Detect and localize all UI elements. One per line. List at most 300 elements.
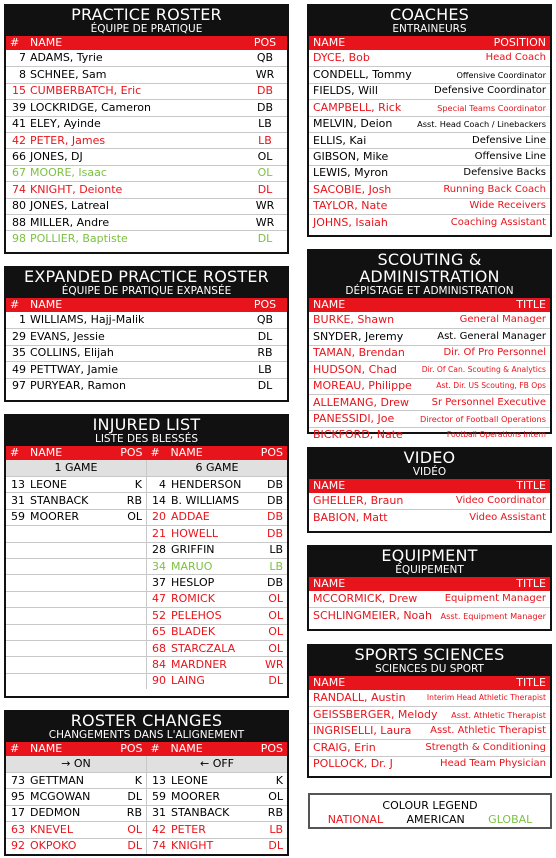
player-position: DB — [266, 477, 283, 491]
col-pos: POS — [120, 446, 143, 459]
player-name: PETTWAY, Jamie — [30, 362, 119, 376]
list-row — [147, 624, 287, 640]
col-pos: POS — [253, 298, 277, 311]
player-number: 37 — [152, 576, 166, 590]
legend-title: COLOUR LEGEND — [382, 799, 478, 812]
empty-row — [6, 542, 146, 558]
staff-row — [309, 198, 550, 214]
player-name: STARCZALA — [171, 641, 236, 655]
col-name: NAME — [313, 298, 346, 311]
empty-row — [6, 574, 146, 590]
player-name: WILLIAMS, Hajj-Malik — [30, 313, 145, 327]
player-position: RB — [126, 494, 142, 508]
col-name: NAME — [30, 298, 63, 311]
staff-row — [309, 66, 550, 82]
player-position: LB — [258, 117, 272, 131]
staff-title: Offensive Line — [474, 151, 546, 163]
staff-row — [309, 328, 550, 344]
staff-title: Defensive Coordinator — [434, 85, 546, 97]
staff-title: Equipment Manager — [444, 593, 546, 605]
coaches-header — [309, 6, 550, 36]
list-row — [147, 821, 287, 837]
sports-sciences-header — [309, 646, 550, 676]
list-row — [147, 805, 287, 821]
player-name: OKPOKO — [30, 839, 77, 853]
player-number: 39 — [12, 100, 26, 114]
player-number: 47 — [152, 592, 166, 606]
staff-title: Football Operations Intern — [446, 430, 546, 440]
roster-changes-header — [6, 712, 287, 742]
staff-row — [309, 312, 550, 328]
staff-title: Interim Head Athletic Therapist — [426, 693, 546, 703]
staff-name: BURKE, Shawn — [313, 313, 395, 327]
staff-row — [309, 739, 550, 755]
roster-row — [6, 230, 287, 246]
player-number: 84 — [152, 658, 166, 671]
staff-title: General Manager — [459, 314, 546, 326]
col-title: TITLE — [516, 676, 546, 689]
player-number: 1 — [19, 313, 26, 327]
player-number: 92 — [11, 839, 25, 853]
staff-name: CONDELL, Tommy — [313, 68, 412, 82]
staff-row — [309, 116, 550, 132]
player-number: 74 — [12, 182, 26, 196]
player-name: HOWELL — [171, 526, 219, 540]
col-number: # — [10, 742, 20, 755]
col-title: TITLE — [516, 479, 546, 492]
player-position: DB — [256, 84, 274, 98]
col-name: NAME — [30, 742, 63, 755]
injured-list-panel — [4, 414, 289, 698]
player-position: OL — [257, 166, 273, 180]
col-title: TITLE — [516, 298, 546, 311]
off-subheader: ← OFF — [147, 756, 287, 772]
player-number: 59 — [152, 790, 166, 804]
player-number: 59 — [11, 510, 25, 524]
player-number: 95 — [11, 790, 25, 804]
list-row — [147, 640, 287, 656]
injured-one-game-column — [6, 460, 146, 689]
staff-title: Sr Personnel Executive — [431, 396, 546, 408]
staff-name: HUDSON, Chad — [313, 362, 398, 376]
player-name: GRIFFIN — [171, 543, 215, 557]
staff-title: Director of Football Operations — [419, 414, 546, 425]
roster-off-column — [146, 756, 287, 854]
player-position: WR — [255, 215, 275, 229]
staff-title: Asst. Equipment Manager — [440, 611, 546, 622]
staff-title: Special Teams Coordinator — [437, 102, 546, 113]
list-row — [6, 509, 146, 525]
player-position: OL — [268, 790, 283, 804]
staff-name: SCHLINGMEIER, Noah — [313, 609, 433, 623]
staff-name: JOHNS, Isaiah — [313, 215, 388, 229]
col-name: NAME — [170, 446, 203, 459]
player-name: STANBACK — [171, 806, 230, 820]
col-pos: POS — [253, 36, 277, 49]
player-number: 98 — [12, 232, 26, 245]
roster-changes-body — [6, 756, 287, 854]
player-number: 15 — [12, 84, 26, 98]
staff-name: SNYDER, Jeremy — [313, 330, 404, 344]
staff-title: Head Coach — [485, 52, 546, 64]
staff-title: Ast. Dir. US Scouting, FB Ops — [436, 381, 546, 391]
list-row — [147, 591, 287, 607]
player-position: DB — [256, 100, 274, 114]
practice-roster-title: PRACTICE ROSTER — [71, 5, 222, 24]
player-position: LB — [269, 543, 283, 557]
sports-sciences-panel — [307, 644, 552, 778]
player-number: 65 — [152, 625, 166, 639]
player-position: DB — [266, 576, 283, 590]
player-position: WR — [255, 68, 275, 82]
player-number: 42 — [12, 133, 26, 147]
player-position: K — [134, 477, 142, 491]
video-rows — [309, 493, 550, 526]
list-row — [147, 542, 287, 558]
player-number: 63 — [11, 822, 25, 836]
injured-list-column-header — [6, 446, 287, 460]
col-position: POSITION — [493, 36, 546, 49]
roster-row — [6, 116, 287, 132]
roster-row — [6, 132, 287, 148]
staff-title: Strength & Conditioning — [425, 741, 546, 753]
col-number: # — [150, 742, 160, 755]
player-name: PETER, James — [30, 133, 106, 147]
practice-roster-subtitle: ÉQUIPE DE PRATIQUE — [90, 23, 203, 35]
staff-name: TAYLOR, Nate — [313, 199, 388, 213]
staff-title: Ast. General Manager — [437, 331, 546, 343]
roster-changes-title: ROSTER CHANGES — [70, 711, 223, 730]
video-header — [309, 449, 550, 479]
expanded-roster-title: EXPANDED PRACTICE ROSTER — [24, 267, 269, 286]
player-name: KNIGHT — [171, 839, 214, 853]
player-name: LEONE — [171, 773, 208, 787]
player-position: K — [134, 773, 142, 787]
legend-american: AMERICAN — [406, 813, 465, 826]
player-name: B. WILLIAMS — [171, 494, 240, 508]
player-position: DL — [127, 839, 142, 853]
list-row — [147, 492, 287, 508]
player-position: DB — [266, 494, 283, 508]
staff-row — [309, 493, 550, 509]
roster-row — [6, 148, 287, 164]
staff-title: Asst. Athletic Therapist — [451, 710, 546, 721]
player-name: CUMBERBATCH, Eric — [30, 84, 142, 98]
player-position: QB — [256, 313, 274, 327]
coaches-subtitle: ENTRAINEURS — [392, 23, 467, 35]
player-position: DB — [266, 510, 283, 524]
player-number: 7 — [19, 51, 26, 65]
player-position: OL — [127, 510, 142, 524]
scouting-title: SCOUTING & ADMINISTRATION — [359, 250, 500, 286]
list-row — [147, 656, 287, 672]
coaches-rows — [309, 50, 550, 230]
roster-row — [6, 328, 287, 344]
expanded-roster-header — [6, 268, 287, 298]
list-row — [6, 492, 146, 508]
practice-roster-header — [6, 6, 287, 36]
sports-sciences-title: SPORTS SCIENCES — [354, 645, 505, 664]
video-column-header — [309, 479, 550, 493]
list-row — [6, 805, 146, 821]
col-name: NAME — [313, 577, 346, 590]
injured-six-game-column — [146, 460, 287, 689]
staff-name: LEWIS, Myron — [313, 166, 389, 180]
player-number: 49 — [12, 362, 26, 376]
staff-name: CAMPBELL, Rick — [313, 100, 402, 114]
col-pos: POS — [260, 742, 283, 755]
player-position: RB — [267, 806, 283, 820]
equipment-subtitle: ÉQUIPEMENT — [395, 564, 464, 576]
list-row — [147, 476, 287, 492]
player-name: ADAMS, Tyrie — [30, 51, 103, 65]
player-number: 21 — [152, 526, 166, 540]
player-number: 13 — [152, 773, 166, 787]
player-name: STANBACK — [30, 494, 89, 508]
player-name: ROMICK — [171, 592, 215, 606]
colour-legend — [308, 793, 552, 829]
video-panel — [307, 447, 552, 533]
player-position: OL — [268, 592, 283, 606]
staff-row — [309, 723, 550, 739]
player-number: 74 — [152, 839, 166, 853]
scouting-panel — [307, 249, 552, 442]
player-position: OL — [268, 608, 283, 622]
player-number: 41 — [12, 117, 26, 131]
player-number: 73 — [11, 773, 25, 787]
expanded-roster-subtitle: ÉQUIPE DE PRATIQUE EXPANSÉE — [61, 285, 232, 297]
player-name: PETER — [171, 822, 206, 836]
staff-row — [309, 83, 550, 99]
list-row — [147, 574, 287, 590]
player-name: ADDAE — [171, 510, 210, 524]
staff-row — [309, 427, 550, 443]
player-position: DL — [257, 182, 273, 196]
player-position: DL — [127, 790, 142, 804]
staff-title: Asst. Athletic Therapist — [430, 725, 546, 737]
player-number: 35 — [12, 346, 26, 360]
practice-roster-panel — [4, 4, 289, 254]
col-pos: POS — [120, 742, 143, 755]
staff-row — [309, 591, 550, 607]
player-name: MOORER — [171, 790, 221, 804]
staff-name: ALLEMANG, Drew — [313, 395, 410, 409]
empty-row — [6, 640, 146, 656]
player-position: WR — [265, 658, 284, 671]
player-name: MOORER — [30, 510, 80, 524]
injured-list-header — [6, 416, 287, 446]
scouting-header — [309, 251, 550, 298]
player-position: DB — [266, 526, 283, 540]
list-row — [147, 607, 287, 623]
roster-row — [6, 378, 287, 394]
player-number: 67 — [12, 166, 26, 180]
staff-name: BABION, Matt — [313, 511, 388, 525]
player-position: OL — [268, 625, 283, 639]
staff-name: GEISSBERGER, Melody — [313, 708, 438, 722]
staff-row — [309, 148, 550, 164]
player-number: 42 — [152, 822, 166, 836]
roster-row — [6, 165, 287, 181]
empty-row — [6, 673, 146, 689]
staff-row — [309, 394, 550, 410]
player-name: PURYEAR, Ramon — [30, 379, 127, 393]
player-number: 90 — [152, 674, 166, 688]
player-position: RB — [257, 346, 273, 360]
staff-row — [309, 378, 550, 394]
staff-name: DYCE, Bob — [313, 51, 370, 65]
list-row — [147, 772, 287, 788]
six-game-rows — [147, 476, 287, 689]
player-number: 31 — [152, 806, 166, 820]
roster-row — [6, 99, 287, 115]
sports-sciences-subtitle: SCIENCES DU SPORT — [375, 663, 484, 675]
list-row — [6, 788, 146, 804]
empty-row — [6, 558, 146, 574]
coaches-panel — [307, 4, 552, 237]
player-position: DL — [268, 674, 283, 688]
scouting-subtitle: DÉPISTAGE ET ADMINISTRATION — [345, 285, 514, 297]
player-position: LB — [269, 559, 283, 573]
staff-name: CRAIG, Erin — [313, 740, 376, 754]
player-name: COLLINS, Elijah — [30, 346, 114, 360]
player-position: DL — [257, 330, 273, 344]
six-game-subheader: 6 GAME — [147, 460, 287, 476]
list-row — [147, 509, 287, 525]
legend-global: GLOBAL — [488, 813, 533, 826]
staff-row — [309, 181, 550, 197]
player-name: HENDERSON — [171, 477, 242, 491]
player-name: ELEY, Ayinde — [30, 117, 101, 131]
staff-name: INGRISELLI, Laura — [313, 724, 412, 738]
roster-on-column — [6, 756, 146, 854]
player-number: 80 — [12, 199, 26, 213]
one-game-subheader: 1 GAME — [6, 460, 146, 476]
player-number: 28 — [152, 543, 166, 557]
staff-title: Running Back Coach — [443, 183, 546, 195]
player-name: MARDNER — [171, 658, 227, 671]
player-name: JONES, DJ — [30, 150, 83, 164]
list-row — [6, 821, 146, 837]
staff-name: MCCORMICK, Drew — [313, 592, 418, 606]
staff-title: Defensive Backs — [463, 167, 546, 179]
col-name: NAME — [313, 676, 346, 689]
empty-row — [6, 607, 146, 623]
equipment-rows — [309, 591, 550, 624]
expanded-roster-panel — [4, 266, 289, 402]
scouting-column-header — [309, 298, 550, 312]
equipment-column-header — [309, 577, 550, 591]
staff-row — [309, 756, 550, 772]
player-name: MILLER, Andre — [30, 215, 110, 229]
on-rows — [6, 772, 146, 854]
roster-row — [6, 198, 287, 214]
equipment-panel — [307, 545, 552, 631]
off-rows — [147, 772, 287, 854]
player-position: RB — [126, 806, 142, 820]
staff-row — [309, 345, 550, 361]
player-position: OL — [127, 822, 142, 836]
staff-title: Video Coordinator — [455, 495, 546, 507]
col-pos: POS — [260, 446, 283, 459]
injured-list-title: INJURED LIST — [92, 415, 201, 434]
player-number: 17 — [11, 806, 25, 820]
staff-row — [309, 50, 550, 66]
player-number: 66 — [12, 150, 26, 164]
col-name: NAME — [30, 36, 63, 49]
player-number: 88 — [12, 215, 26, 229]
staff-name: MOREAU, Philippe — [313, 379, 412, 393]
roster-row — [6, 345, 287, 361]
col-name: NAME — [313, 36, 346, 49]
video-title: VIDEO — [403, 448, 456, 467]
player-number: 68 — [152, 641, 166, 655]
sports-sciences-rows — [309, 690, 550, 772]
list-row — [6, 476, 146, 492]
player-name: SCHNEE, Sam — [30, 68, 107, 82]
on-subheader: → ON — [6, 756, 146, 772]
empty-row — [6, 624, 146, 640]
player-position: OL — [257, 150, 273, 164]
player-position: QB — [256, 51, 274, 65]
staff-name: GHELLER, Braun — [313, 494, 404, 508]
staff-title: Coaching Assistant — [450, 216, 546, 228]
roster-row — [6, 181, 287, 197]
player-name: MOORE, Isaac — [30, 166, 107, 180]
player-position: DL — [268, 839, 283, 853]
col-name: NAME — [170, 742, 203, 755]
expanded-roster-rows — [6, 312, 287, 394]
player-name: POLLIER, Baptiste — [30, 232, 128, 245]
player-position: WR — [255, 199, 275, 213]
roster-row — [6, 214, 287, 230]
roster-row — [6, 66, 287, 82]
list-row — [6, 838, 146, 854]
staff-name: PANESSIDI, Joe — [313, 412, 395, 426]
staff-row — [309, 690, 550, 706]
player-number: 20 — [152, 510, 166, 524]
staff-name: TAMAN, Brendan — [313, 346, 405, 360]
player-position: DL — [257, 379, 273, 393]
col-name: NAME — [313, 479, 346, 492]
empty-row — [6, 591, 146, 607]
player-name: PELEHOS — [171, 608, 222, 622]
staff-name: MELVIN, Deion — [313, 117, 393, 131]
player-name: KNIGHT, Deionte — [30, 182, 123, 196]
player-name: HESLOP — [171, 576, 215, 590]
coaches-title: COACHES — [389, 5, 470, 24]
staff-title: Wide Receivers — [469, 200, 546, 212]
player-number: 34 — [152, 559, 166, 573]
player-position: OL — [268, 641, 283, 655]
list-row — [147, 558, 287, 574]
player-position: LB — [258, 133, 272, 147]
player-name: BLADEK — [171, 625, 216, 639]
staff-title: Head Team Physician — [440, 758, 546, 770]
col-number: # — [150, 446, 160, 459]
staff-row — [309, 165, 550, 181]
player-name: LAING — [171, 674, 205, 688]
staff-row — [309, 99, 550, 115]
player-number: 13 — [11, 477, 25, 491]
col-name: NAME — [30, 446, 63, 459]
staff-row — [309, 361, 550, 377]
list-row — [147, 525, 287, 541]
player-number: 4 — [159, 477, 166, 491]
practice-roster-column-header — [6, 36, 287, 50]
staff-row — [309, 132, 550, 148]
list-row — [147, 838, 287, 854]
